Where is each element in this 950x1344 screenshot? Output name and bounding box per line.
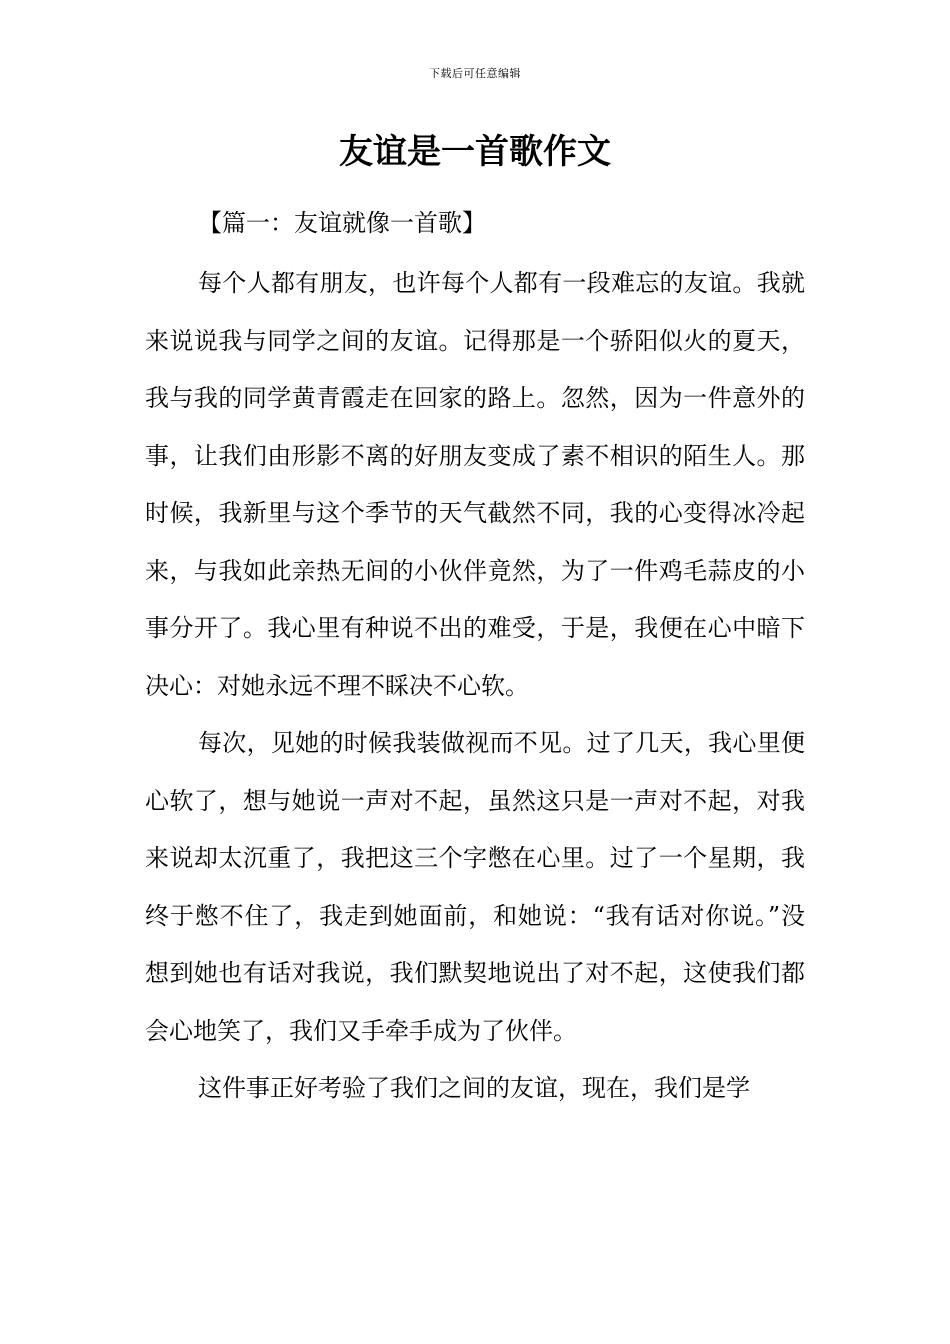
section-heading: 【篇一：友谊就像一首歌】 — [198, 209, 486, 237]
article-body — [145, 255, 805, 1118]
paragraph-1: 每个人都有朋友，也许每个人都有一段难忘的友谊。我就来说说我与同学之间的友谊。记得那是一个骄阳似火的夏天，我与我的同学黄青霞走在回家的路上。忽然，因为一件意外的事，让我们由形影不离的好朋友变成了素不相识的陌生人。那时候，我新里与这个季节的天气截然不同，我的心变得冰冷起来，与我如此亲热无间的小伙伴竟然，为了一件鸡毛蒜皮的小事分开了。我心里有种说不出的难受，于是，我便在心中暗下决心：对她永远不理不睬决不心软。 — [145, 269, 805, 700]
document-title: 友谊是一首歌作文 — [339, 132, 611, 172]
paragraph-3: 这件事正好考验了我们之间的友谊，现在，我们是学 — [198, 1074, 750, 1102]
paragraph-2: 每次，见她的时候我装做视而不见。过了几天，我心里便心软了，想与她说一声对不起，虽然这只是一声对不起，对我来说却太沉重了，我把这三个字憋在心里。过了一个星期，我终于憋不住了，我走到她面前，和她说：“我有话对你说。”没想到她也有话对我说，我们默契地说出了对不起，这使我们都会心地笑了，我们又手牵手成为了伙伴。 — [145, 729, 805, 1045]
header-note: 下载后可任意编辑 — [429, 67, 521, 80]
